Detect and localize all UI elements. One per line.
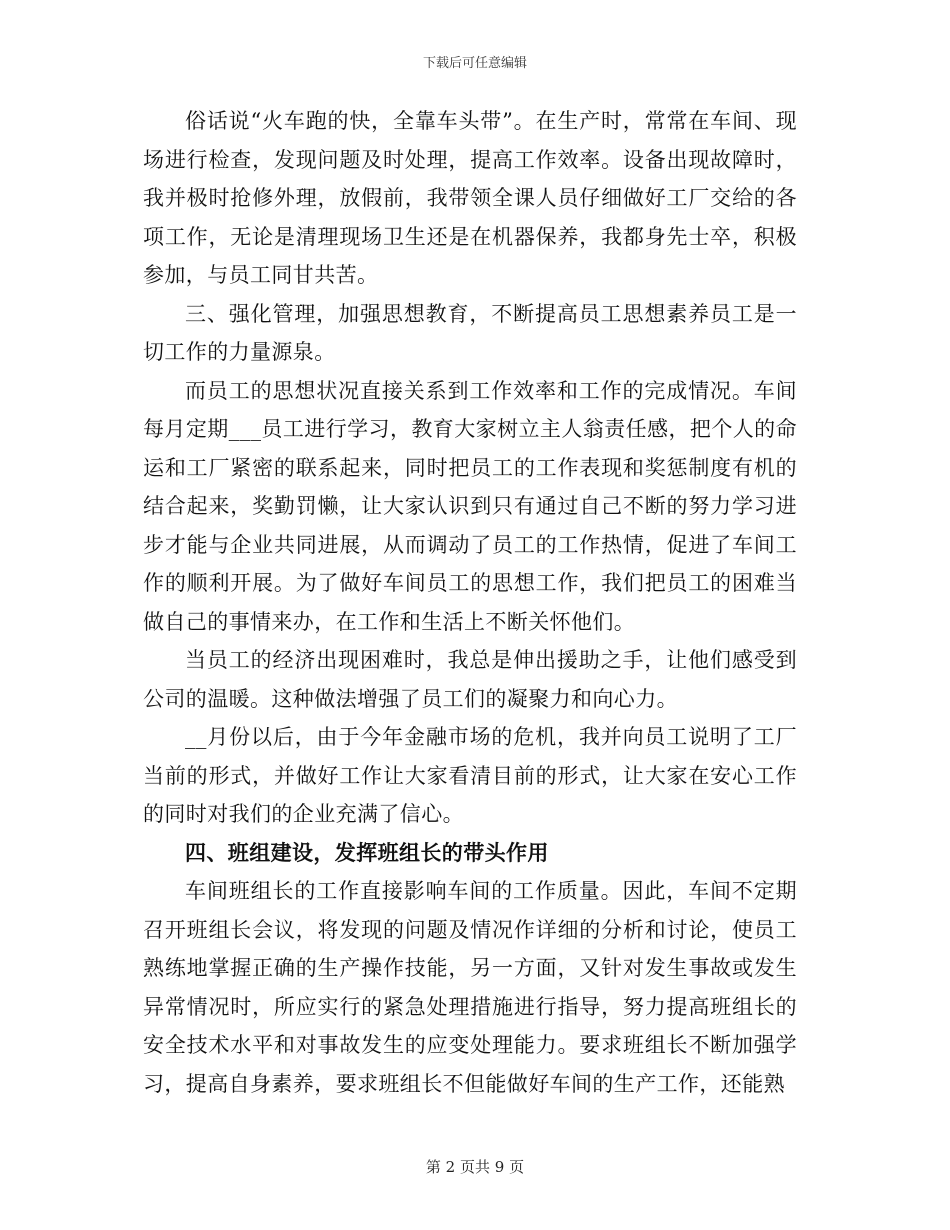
paragraph: 当员工的经济出现困难时，我总是伸出援助之手，让他们感受到公司的温暖。这种做法增强了员工们的凝聚力和向心力。: [143, 648, 797, 711]
page-header: 下载后可任意编辑: [422, 56, 527, 71]
paragraph: __月份以后，由于今年金融市场的危机，我并向员工说明了工厂当前的形式，并做好工作让大家看清目前的形式，让大家在安心工作的同时对我们的企业充满了信心。: [143, 725, 797, 826]
paragraph: 俗话说“火车跑的快，全靠车头带”。在生产时，常常在车间、现场进行检查，发现问题及时处理，提高工作效率。设备出现故障时，我并极时抢修外理，放假前，我带领全课人员仔细做好工厂交给的各项工作，无论是清理现场卫生还是在机器保养，我都身先士卒，积极参加，与员工同甘共苦。: [143, 109, 797, 287]
document-body: [143, 102, 797, 1103]
paragraph: 而员工的思想状况直接关系到工作效率和工作的完成情况。车间每月定期___员工进行学习，教育大家树立主人翁责任感，把个人的命运和工厂紧密的联系起来，同时把员工的工作表现和奖惩制度有机的结合起来，奖勤罚懒，让大家认识到只有通过自己不断的努力学习进步才能与企业共同进展，从而调动了员工的工作热情，促进了车间工作的顺利开展。为了做好车间员工的思想工作，我们把员工的困难当做自己的事情来办，在工作和生活上不断关怀他们。: [143, 378, 797, 634]
page-number-footer: 第 2 页共 9 页: [425, 1158, 525, 1176]
section-heading: 四、班组建设，发挥班组长的带头作用: [185, 839, 549, 865]
paragraph: 车间班组长的工作直接影响车间的工作质量。因此，车间不定期召开班组长会议，将发现的问题及情况作详细的分析和讨论，使员工熟练地掌握正确的生产操作技能，另一方面，又针对发生事故或发生异常情况时，所应实行的紧急处理措施进行指导，努力提高班组长的安全技术水平和对事故发生的应变处理能力。要求班组长不断加强学习，提高自身素养，要求班组长不但能做好车间的生产工作，还能熟: [143, 879, 797, 1096]
section-heading-paragraph: 三、强化管理，加强思想教育，不断提高员工思想素养员工是一切工作的力量源泉。: [143, 301, 797, 364]
